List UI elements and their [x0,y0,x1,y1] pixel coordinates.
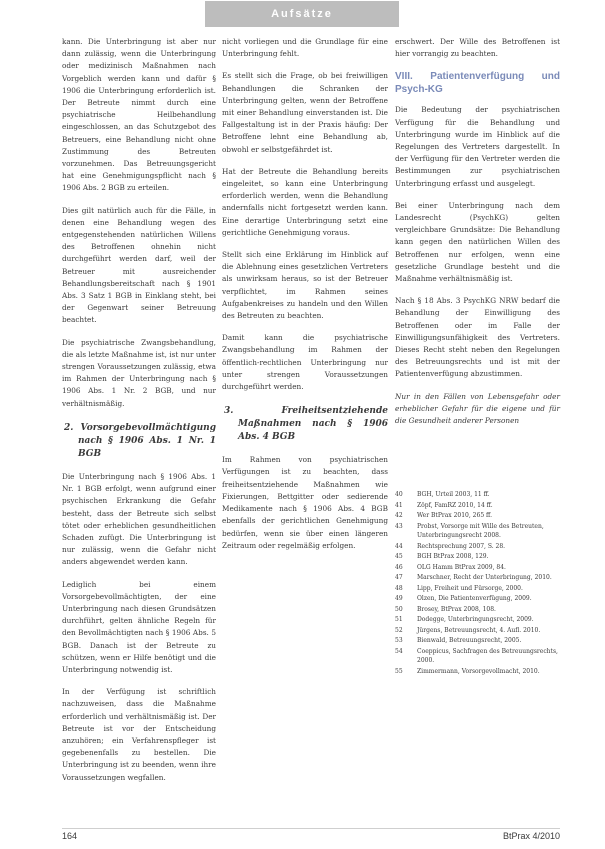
footnote-text: Marschner, Recht der Unterbringung, 2010. [417,574,552,581]
paragraph: kann. Die Unterbringung ist aber nur dann zulässig, wenn die Unterbringung oder medizinisch Maßnahmen nach Vorgeblich werden kann und dafür § 1906 die Unterbringung erforderlich ist. Der Betreute nimmt durch eine psychiatrische Heilbehandlung eingeschlossen, an das Schutzgebot des Betreuers, eine Behandlung nicht ohne Zustimmung des Betreuten vorzunehmen. Das Betreuungsgericht hat eine Genehmigungspflicht nach § 1906 Abs. 2 BGB zu erteilen. [62,37,216,193]
footnote-number: 41 [395,501,403,509]
footnote [395,615,560,625]
footnote-text: Bienwald, Betreuungsrecht, 2005. [417,637,522,644]
footnote-text: Wer BtPrax 2010, 265 ff. [417,512,492,519]
paragraph: Lediglich bei einem Vorsorgebevollmächtigten, der eine Unterbringung nach diesen Grundsätzen durchführt, gelten ähnliche Regeln für den Bevollmächtigten nach § 1906 Abs. 5 BGB. Danach ist der Betreute zu schützen, wenn er Hilfe benötigt und die Unterbringung notwendig ist. [62,579,216,674]
footnote-text: BGH, Urteil 2003, 11 ff. [417,491,490,498]
footnote-text: Brosey, BtPrax 2008, 108. [417,605,496,613]
footnote-text: Jürgens, Betreuungsrecht, 4. Aufl. 2010. [417,626,541,634]
column-1 [62,36,216,794]
paragraph: Hat der Betreute die Behandlung bereits eingeleitet, so kann eine Unterbringung erforderlich werden, wenn die Behandlung andernfalls nicht fortgesetzt werden kann. Eine derartige Unterbringung setzt eine gerichtliche Genehmigung voraus. [222,166,388,237]
footnote-text: BGH BtPrax 2008, 129. [417,553,489,560]
footnote-number: 40 [395,491,403,498]
footnote [395,563,560,573]
paragraph: In der Verfügung ist schriftlich nachzuweisen, dass die Maßnahme erforderlich und verhältnismäßig ist. Der Betreute ist vor der Entscheidung anzuhören; ein Verfahrenspfleger ist gegebenenfalls zu bestellen. Die Unterbringung ist zu beenden, wenn ihre Voraussetzungen wegfallen. [62,687,216,782]
paragraph: Die Bedeutung der psychiatrischen Verfügung für die Behandlung und Unterbringung wurde im Hinblick auf die Regelungen des Vertreters dargestellt. In der Verfügung für den Vertreter werden die Bestimmungen zur psychiatrischen Unterbringung erfasst und ausgelegt. [395,105,560,188]
column-2 [222,36,388,562]
footnote-number: 52 [395,626,403,634]
chapter-heading: VIII. Patientenverfügung und Psych-KG [395,71,560,96]
footnote-text: Zöpf, FamRZ 2010, 14 ff. [417,501,493,509]
footnote-text: OLG Hamm BtPrax 2009, 84. [417,563,506,571]
footnote-number: 46 [395,563,403,571]
footnote-number: 48 [395,584,403,592]
footnote-number: 47 [395,574,403,581]
footnote [395,542,560,552]
footnote [395,522,560,541]
footnote [395,667,560,677]
footnote-number: 55 [395,667,403,675]
paragraph: Dies gilt natürlich auch für die Fälle, in denen eine Behandlung wegen des entgegenstehenden natürlichen Willens des Betroffenen ohnehin nicht durchgeführt werden darf, weil der Betreuer mit ausreichender Behandlungsbereitschaft nach § 1901 Abs. 3 Satz 1 BGB in Einklang steht, bei der Gegenwart seiner Betreuung beachtet. [62,205,216,325]
italic-lead: Nur in den Fällen von Lebensgefahr oder erheblicher Gefahr für die eigene und für die Gesundheit anderer Personen [395,391,560,426]
footnote-text: Lipp, Freiheit und Fürsorge, 2000. [417,584,523,592]
paragraph: Die psychiatrische Zwangsbehandlung, die als letzte Maßnahme ist, ist nur unter strengen Voraussetzungen zulässig, etwa im Rahmen der Unterbringung nach § 1906 Abs. 1 Nr. 2 BGB, und nur verhältnismäßig. [62,337,216,408]
footnote [395,490,560,500]
paragraph: Stellt sich eine Erklärung im Hinblick auf die Ablehnung eines gesetzlichen Vertreters als unwirksam heraus, so ist der Betreuer verpflichtet, im Rahmen seines Aufgabenkreises zu handeln und den Willen des Betreuten zu beachten. [222,250,388,321]
footnote [395,594,560,604]
footnote-number: 50 [395,605,403,613]
footnote-number: 43 [395,522,403,530]
paragraph: Im Rahmen von psychiatrischen Verfügungen ist zu beachten, dass freiheitsentziehende Maßnahmen wie Fixierungen, Bettgitter oder sedierende Medikamente nach § 1906 Abs. 4 BGB ebenfalls der gerichtlichen Genehmigung bedürfen, wenn sie über einen längeren Zeitraum oder regelmäßig erfolgen. [222,455,388,550]
paragraph: Es stellt sich die Frage, ob bei freiwilligen Behandlungen die Schranken der Unterbringung gelten, wenn der Betroffene mit einer Behandlung einverstanden ist. Die Fallgestaltung ist in der Praxis häufig: Der Betroffene lehnt eine Behandlung ab, obwohl er selbstgefährdet ist. [222,71,388,154]
paragraph: Die Unterbringung nach § 1906 Abs. 1 Nr. 1 BGB erfolgt, wenn aufgrund einer psychischen Erkrankung die Gefahr besteht, dass der Betreute sich selbst tötet oder erheblichen gesundheitlichen Schaden zufügt. Die Unterbringung ist nur zulässig, wenn die Gefahr nicht anders abgewendet werden kann. [62,471,216,567]
footnote [395,584,560,594]
footnote [395,636,560,646]
footnote-number: 42 [395,512,403,519]
footnote-text: Rechtsprechung 2007, S. 28. [417,542,506,550]
paragraph: Damit kann die psychiatrische Zwangsbehandlung im Rahmen der öffentlich-rechtlichen Unterbringung nur unter strengen Voraussetzungen durchgeführt werden. [222,333,388,392]
paragraph: Nach § 18 Abs. 3 PsychKG NRW bedarf die Behandlung der Einwilligung des Betroffenen oder im Falle der Einwilligungsunfähigkeit des Vertreters. Dieses Recht steht neben den Regelungen des Betreuungsrechts und ist mit der Patientenverfügung abzustimmen. [395,296,560,379]
footnote-text: Zimmermann, Vorsorgevollmacht, 2010. [417,667,540,675]
footnote-number: 45 [395,553,403,560]
footnote [395,552,560,562]
footnotes [395,490,560,677]
journal-issue: BtPrax 4/2010 [502,831,560,841]
footnote [395,511,560,521]
footnote-number: 44 [395,542,403,550]
column-3 [395,36,560,437]
paragraph: Bei einer Unterbringung nach dem Landesrecht (PsychKG) gelten vergleichbare Grundsätze: Die Behandlung kann gegen den natürlichen Willen des Betroffenen nur erfolgen, wenn eine gesetzliche Grundlage besteht und die Maßnahme verhältnismäßig ist. [395,200,560,284]
footnote-number: 53 [395,637,403,644]
footnote [395,647,560,666]
section-heading: 2. Vorsorgebevollmächtigung nach § 1906 Abs. 1 Nr. 1 BGB [64,422,216,459]
footnote-text: Coeppicus, Sachfragen des Betreuungsrechts, 2000. [417,647,558,664]
section-header: Aufsätze [205,1,399,27]
footnote-text: Dodegge, Unterbringungsrecht, 2009. [417,616,534,623]
section-heading: 3. Freiheitsentziehende Maßnahmen nach § 1906 Abs. 4 BGB [224,406,388,443]
footnote-number: 51 [395,616,403,623]
footnote-text: Olzen, Die Patientenverfügung, 2009. [417,595,532,602]
footer-rule [62,828,560,829]
footnote [395,605,560,615]
paragraph: nicht vorliegen und die Grundlage für eine Unterbringung fehlt. [222,37,388,59]
footnote-number: 54 [395,647,403,655]
footnote [395,626,560,636]
footnote [395,501,560,511]
paragraph: erschwert. Der Wille des Betroffenen ist hier vorrangig zu beachten. [395,37,560,59]
page-number: 164 [62,831,78,841]
footnote-number: 49 [395,595,403,602]
footnote [395,573,560,583]
footnote-text: Probst, Vorsorge mit Wille des Betreuten, Unterbringungsrecht 2008. [417,522,544,539]
